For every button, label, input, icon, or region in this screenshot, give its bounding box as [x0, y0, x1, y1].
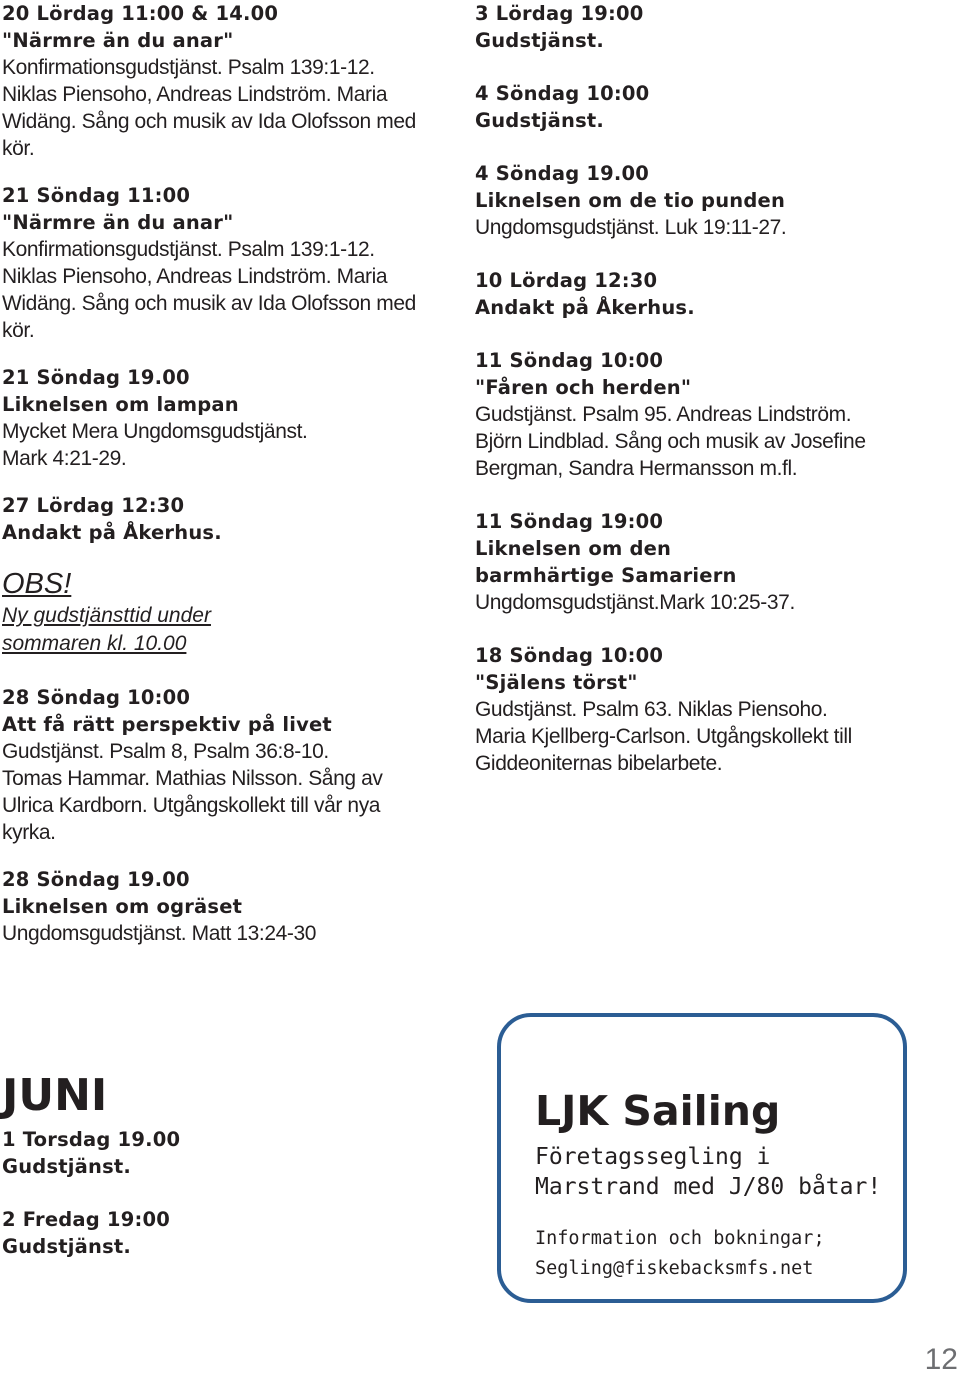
obs-line: Ny gudstjänsttid under	[2, 604, 211, 627]
event-desc-line: Widäng. Sång och musik av Ida Olofsson med	[2, 292, 416, 315]
event-title: Andakt på Åkerhus.	[475, 296, 695, 319]
event-20-lordag	[2, 0, 452, 162]
ad-info	[535, 1224, 825, 1284]
event-title: "Närmre än du anar"	[2, 211, 234, 234]
event-title: "Fåren och herden"	[475, 376, 692, 399]
event-date: 4 Söndag 10:00	[475, 82, 650, 105]
event-18-sondag	[475, 642, 945, 777]
event-date: 28 Söndag 19.00	[2, 868, 190, 891]
event-date: 3 Lördag 19:00	[475, 2, 644, 25]
event-desc-line: kör.	[2, 319, 35, 342]
event-date: 21 Söndag 19.00	[2, 366, 190, 389]
event-21-sondag-1900	[2, 364, 452, 472]
event-desc-line: Tomas Hammar. Mathias Nilsson. Sång av	[2, 767, 383, 790]
event-3-lordag	[475, 0, 945, 54]
event-desc-line: Gudstjänst. Psalm 63. Niklas Piensoho.	[475, 698, 828, 721]
event-desc-line: Gudstjänst. Psalm 95. Andreas Lindström.	[475, 403, 852, 426]
event-desc-line: Konfirmationsgudstjänst. Psalm 139:1-12.	[2, 56, 375, 79]
event-desc-line: Björn Lindblad. Sång och musik av Josefine	[475, 430, 866, 453]
event-4-sondag-1000	[475, 80, 945, 134]
event-desc-line: Ulrica Kardborn. Utgångskollekt till vår nya	[2, 794, 381, 817]
ad-subtitle	[535, 1142, 881, 1202]
obs-title: OBS!	[2, 568, 72, 600]
event-title: Gudstjänst.	[2, 1155, 132, 1178]
event-2-fredag	[2, 1206, 422, 1260]
event-date: 18 Söndag 10:00	[475, 644, 664, 667]
event-11-sondag-1000	[475, 347, 945, 482]
event-date: 20 Lördag 11:00 & 14.00	[2, 2, 279, 25]
event-title: Gudstjänst.	[475, 29, 605, 52]
event-date: 4 Söndag 19.00	[475, 162, 650, 185]
event-desc-line: Mycket Mera Ungdomsgudstjänst.	[2, 420, 308, 443]
ad-info-line: Information och bokningar;	[535, 1228, 825, 1249]
event-desc-line: Mark 4:21-29.	[2, 447, 127, 470]
event-1-torsdag	[2, 1126, 422, 1180]
event-desc-line: Konfirmationsgudstjänst. Psalm 139:1-12.	[2, 238, 375, 261]
obs-notice	[2, 566, 452, 658]
event-desc-line: Bergman, Sandra Hermansson m.fl.	[475, 457, 798, 480]
event-title: "Närmre än du anar"	[2, 29, 234, 52]
event-desc-line: Niklas Piensoho, Andreas Lindström. Maria	[2, 265, 388, 288]
event-desc-line: Gudstjänst. Psalm 8, Psalm 36:8-10.	[2, 740, 329, 763]
event-desc-line: Maria Kjellberg-Carlson. Utgångskollekt till	[475, 725, 852, 748]
event-28-sondag-1900	[2, 866, 452, 947]
event-title: Gudstjänst.	[475, 109, 605, 132]
obs-line: sommaren kl. 10.00	[2, 632, 187, 655]
event-title: Gudstjänst.	[2, 1235, 132, 1258]
event-title: Liknelsen om lampan	[2, 393, 239, 416]
event-10-lordag	[475, 267, 945, 321]
event-date: 11 Söndag 10:00	[475, 349, 664, 372]
ad-subtitle-line: Företagssegling i	[535, 1144, 771, 1170]
ad-subtitle-line: Marstrand med J/80 båtar!	[535, 1174, 882, 1200]
left-column	[2, 0, 452, 967]
event-title: Andakt på Åkerhus.	[2, 521, 222, 544]
ad-title: LJK Sailing	[535, 1087, 781, 1135]
event-desc-line: Ungdomsgudstjänst. Matt 13:24-30	[2, 922, 317, 945]
event-desc-line: Ungdomsgudstjänst.Mark 10:25-37.	[475, 591, 795, 614]
event-desc-line: Widäng. Sång och musik av Ida Olofsson med	[2, 110, 416, 133]
event-desc-line: Niklas Piensoho, Andreas Lindström. Maria	[2, 83, 388, 106]
right-column	[475, 0, 945, 797]
event-28-sondag-1000	[2, 684, 452, 846]
month-heading: JUNI	[2, 1070, 108, 1121]
ljk-sailing-ad	[497, 1013, 907, 1303]
event-title-cont: barmhärtige Samariern	[475, 564, 737, 587]
event-11-sondag-1900	[475, 508, 945, 616]
event-4-sondag-1900	[475, 160, 945, 241]
event-date: 21 Söndag 11:00	[2, 184, 191, 207]
event-date: 10 Lördag 12:30	[475, 269, 658, 292]
event-title: Liknelsen om den	[475, 537, 672, 560]
event-desc-line: kyrka.	[2, 821, 56, 844]
event-desc-line: Giddeoniternas bibelarbete.	[475, 752, 723, 775]
event-date: 28 Söndag 10:00	[2, 686, 191, 709]
event-date: 1 Torsdag 19.00	[2, 1128, 181, 1151]
event-title: Liknelsen om de tio punden	[475, 189, 786, 212]
event-title: "Själens törst"	[475, 671, 638, 694]
event-21-sondag-1100	[2, 182, 452, 344]
page-number: 12	[924, 1343, 958, 1376]
event-27-lordag	[2, 492, 452, 546]
event-title: Liknelsen om ogräset	[2, 895, 243, 918]
event-date: 27 Lördag 12:30	[2, 494, 185, 517]
event-desc-line: kör.	[2, 137, 35, 160]
juni-section	[2, 1068, 422, 1280]
event-date: 2 Fredag 19:00	[2, 1208, 171, 1231]
event-desc-line: Ungdomsgudstjänst. Luk 19:11-27.	[475, 216, 787, 239]
event-title: Att få rätt perspektiv på livet	[2, 713, 332, 736]
ad-email[interactable]: Segling@fiskebacksmfs.net	[535, 1258, 814, 1279]
event-date: 11 Söndag 19:00	[475, 510, 664, 533]
